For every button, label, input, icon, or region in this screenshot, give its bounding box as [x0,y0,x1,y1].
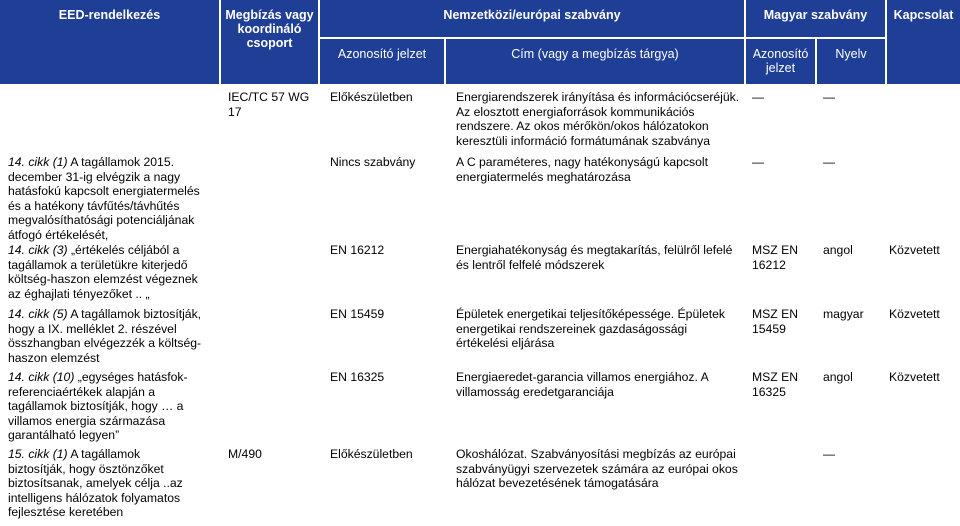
row-2-intl-id: EN 16212 [330,243,385,257]
row-1-hu-id: — [752,155,764,169]
row-0-hu-id: — [752,90,764,104]
row-1-provision-text: A tagállamok 2015. december 31-ig elvégzik a nagy hatásfokú kapcsolt energiatermelés és a hatékony távfűtés/távhűtés megvalósíthatósági potenciáljának átfogó értékelését, [8,155,200,242]
row-0-intl-id: Előkészületben [330,90,413,104]
row-3-intl-title: Épületek energetikai teljesítőképessége. Épületek energetikai rendszereinek gazdaságossági értékelési eljárása [456,307,725,350]
header-eed-provision: EED-rendelkezés [0,0,219,84]
row-3-language: magyar [823,307,864,321]
row-5-provision [8,447,198,520]
row-1-intl-id: Nincs szabvány [330,155,416,169]
row-5-intl-id: Előkészületben [330,447,413,461]
row-2-language: angol [823,243,853,257]
row-5-provision-ref: 15. cikk (1) [8,447,68,461]
row-0-language: — [823,90,835,104]
row-4-provision [8,370,213,443]
row-3-provision-text: A tagállamok biztosítják, hogy a IX. melléklet 2. részével összhangban elvégezzék a költség-haszon elemzést [8,307,202,365]
row-3-provision [8,307,213,365]
row-4-provision-ref: 14. cikk (10) [8,370,75,384]
table-header [0,0,960,84]
row-4-language: angol [823,370,853,384]
row-2-provision [8,243,213,301]
subheader-language: Nyelv [817,39,885,84]
row-2-provision-ref: 14. cikk (3) [8,243,68,257]
row-3-intl-id: EN 15459 [330,307,385,321]
row-2-provision-text: „értékelés céljából a tagállamok a területükre kiterjedő költség-haszon elemzést végeznek az éghajlati tényezőket .. „ [8,243,198,301]
row-5-mandate: M/490 [228,447,262,461]
row-1-intl-title: A C paraméteres, nagy hatékonyságú kapcsolt energiatermelés meghatározása [456,155,709,184]
row-3-hu-id: MSZ EN 15459 [752,307,799,336]
subheader-hu-id: Azonosító jelzet [746,39,815,84]
row-4-provision-text: „egységes hatásfok-referenciaértékek alapján a tagállamok biztosítják, hogy … a villamos energia származása garantálható legyen” [8,370,188,442]
row-4-relation: Közvetett [889,370,940,384]
header-hu-standard: Magyar szabvány [746,0,885,37]
row-1-provision [8,155,213,242]
row-0-intl-title: Energiarendszerek irányítása és információcseréjük. Az elosztott energiaforrások kommunikációs rendszere. Az okos mérőkön/okos hálózatokon keresztüli információ formátumának szabványa [456,90,740,148]
row-3-relation: Közvetett [889,307,940,321]
row-2-hu-id: MSZ EN 16212 [752,243,799,272]
row-1-provision-ref: 14. cikk (1) [8,155,68,169]
header-mandate: Megbízás vagy koordináló csoport [221,0,318,84]
subheader-intl-title: Cím (vagy a megbízás tárgya) [446,39,744,84]
row-2-intl-title: Energiahatékonyság és megtakarítás, felülről lefelé és lentről felfelé módszerek [456,243,733,272]
row-4-intl-title: Energiaeredet-garancia villamos energiához. A villamosság eredetgaranciája [456,370,709,399]
row-5-hu-id: — [823,447,835,461]
row-4-hu-id: MSZ EN 16325 [752,370,799,399]
row-1-language: — [823,155,835,169]
row-4-intl-id: EN 16325 [330,370,385,384]
row-5-intl-title: Okoshálózat. Szabványosítási megbízás az európai szabványügyi szervezetek számára az európai okos hálózat bevezetésének támogatására [456,447,738,490]
subheader-intl-id: Azonosító jelzet [320,39,444,84]
row-2-relation: Közvetett [889,243,940,257]
header-intl-standard: Nemzetközi/európai szabvány [320,0,744,37]
row-5-provision-text: A tagállamok biztosítják, hogy ösztönzőket biztosítsanak, amelyek célja ..az intelligens hálózatok folyamatos fejlesztése keretében [8,447,183,519]
row-0-mandate: IEC/TC 57 WG 17 [228,90,310,119]
header-relation: Kapcsolat [887,0,960,84]
row-3-provision-ref: 14. cikk (5) [8,307,68,321]
